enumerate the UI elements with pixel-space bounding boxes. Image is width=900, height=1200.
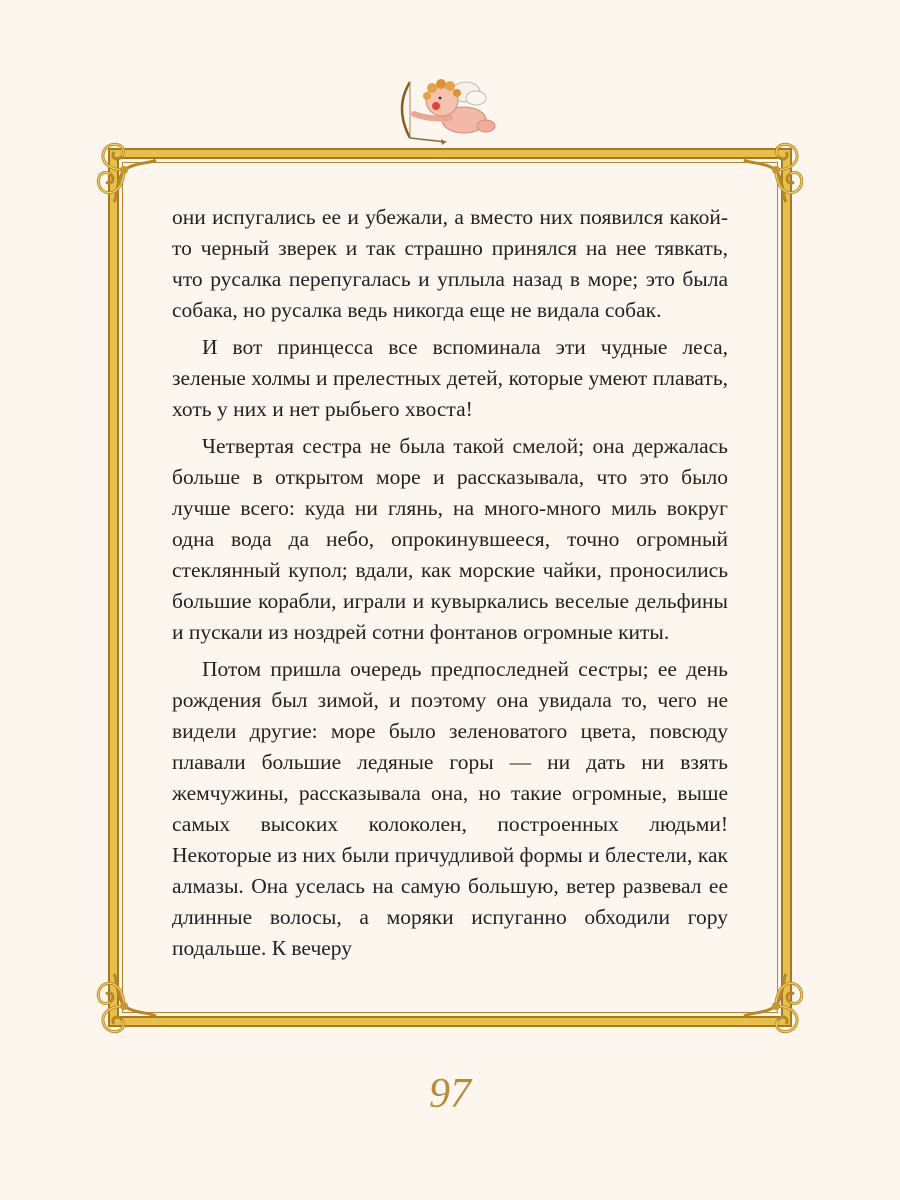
frame-corner-ornament-top-left — [86, 132, 166, 212]
cupid-illustration — [380, 68, 500, 152]
frame-corner-ornament-bottom-right — [734, 964, 814, 1044]
frame-corner-ornament-top-right — [734, 132, 814, 212]
paragraph: Потом пришла очередь предпоследней сестры; ее день рождения был зимой, и поэтому она увидала то, чего не видели другие: море было зеленоватого цвета, повсюду плавали большие ледяные горы — ни дать ни взять жемчужины, рассказывала она, но такие огромные, выше самых высоких колоколен, построенных людьми! Некоторые из них были причудливой формы и блестели, как алмазы. Она уселась на самую большую, ветер развевал ее длинные волосы, а моряки испуганно обходили гору подальше. К вечеру — [172, 657, 728, 960]
page-body-text — [172, 202, 728, 970]
paragraph: Четвертая сестра не была такой смелой; она держалась больше в открытом море и рассказывала, что это было лучше всего: куда ни глянь, на много-много миль вокруг одна вода да небо, опрокинувшееся, точно огромный стеклянный купол; вдали, как морские чайки, проносились большие корабли, играли и кувыркались веселые дельфины и пускали из ноздрей сотни фонтанов огромные киты. — [172, 434, 728, 644]
page-number: 97 — [429, 1071, 471, 1117]
frame-corner-ornament-bottom-left — [86, 964, 166, 1044]
paragraph: они испугались ее и убежали, а вместо них появился какой-то черный зверек и так страшно принялся на нее тявкать, что русалка перепугалась и уплыла назад в море; это была собака, но русалка ведь никогда еще не видала собак. — [172, 205, 728, 322]
paragraph: И вот принцесса все вспоминала эти чудные леса, зеленые холмы и прелестных детей, которые умеют плавать, хоть у них и нет рыбьего хвоста! — [172, 335, 728, 421]
